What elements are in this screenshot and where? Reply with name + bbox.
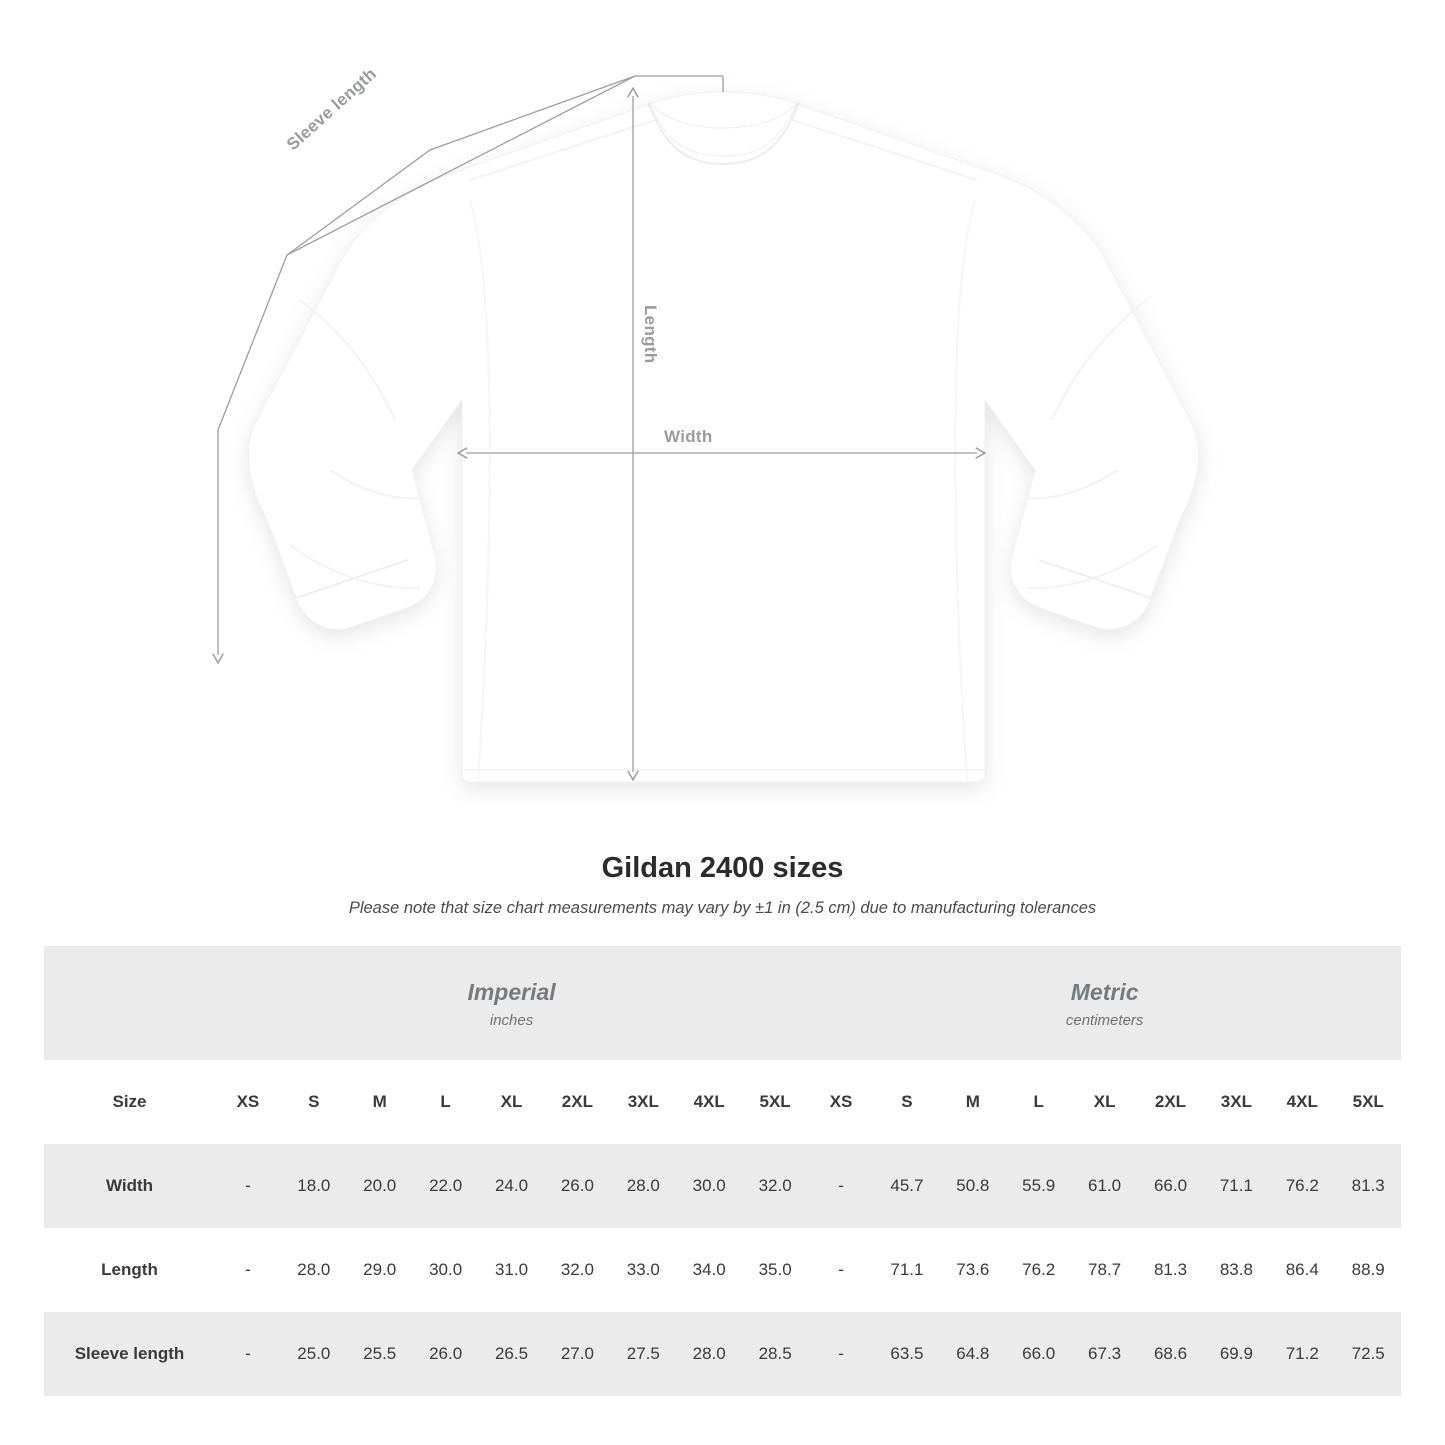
cell-width-metric-xl: 61.0 (1072, 1144, 1138, 1228)
size-header-metric-5xl: 5XL (1335, 1060, 1401, 1144)
size-header-metric-4xl: 4XL (1269, 1060, 1335, 1144)
cell-length-metric-m: 73.6 (940, 1228, 1006, 1312)
cell-width-imperial-xs: - (215, 1144, 281, 1228)
size-header-imperial-4xl: 4XL (676, 1060, 742, 1144)
cell-length-imperial-xs: - (215, 1228, 281, 1312)
tolerance-note: Please note that size chart measurements may vary by ±1 in (2.5 cm) due to manufacturing tolerances (348, 899, 1097, 917)
cell-width-metric-s: 45.7 (874, 1144, 940, 1228)
cell-length-imperial-xl: 31.0 (479, 1228, 545, 1312)
system-name-metric: Metric (1070, 978, 1139, 1005)
cell-width-imperial-3xl: 28.0 (610, 1144, 676, 1228)
cell-length-imperial-s: 28.0 (281, 1228, 347, 1312)
system-unit-metric: centimeters (1065, 1012, 1144, 1030)
cell-width-imperial-2xl: 26.0 (544, 1144, 610, 1228)
cell-sleeve-imperial-s: 25.0 (281, 1312, 347, 1396)
cell-sleeve-metric-xs: - (808, 1312, 874, 1396)
width-label: Width (664, 427, 713, 446)
page-title: Gildan 2400 sizes (601, 852, 844, 884)
size-header-metric-2xl: 2XL (1138, 1060, 1204, 1144)
cell-width-metric-l: 55.9 (1006, 1144, 1072, 1228)
cell-sleeve-metric-l: 66.0 (1006, 1312, 1072, 1396)
size-header-metric-l: L (1006, 1060, 1072, 1144)
cell-width-metric-3xl: 71.1 (1203, 1144, 1269, 1228)
size-header-metric-s: S (874, 1060, 940, 1144)
size-header-imperial-3xl: 3XL (610, 1060, 676, 1144)
size-header-row (44, 1060, 1401, 1144)
cell-sleeve-metric-4xl: 71.2 (1269, 1312, 1335, 1396)
system-header-blank (44, 946, 215, 1060)
cell-sleeve-imperial-xl: 26.5 (479, 1312, 545, 1396)
cell-length-metric-s: 71.1 (874, 1228, 940, 1312)
size-header-imperial-xl: XL (479, 1060, 545, 1144)
cell-width-imperial-s: 18.0 (281, 1144, 347, 1228)
length-label: Length (641, 305, 660, 364)
row-label-width: Width (44, 1144, 215, 1228)
size-header-imperial-m: M (347, 1060, 413, 1144)
cell-length-imperial-3xl: 33.0 (610, 1228, 676, 1312)
cell-length-metric-2xl: 81.3 (1138, 1228, 1204, 1312)
size-header-imperial-2xl: 2XL (544, 1060, 610, 1144)
cell-sleeve-imperial-3xl: 27.5 (610, 1312, 676, 1396)
size-header-imperial-l: L (413, 1060, 479, 1144)
cell-length-metric-3xl: 83.8 (1203, 1228, 1269, 1312)
cell-sleeve-imperial-l: 26.0 (413, 1312, 479, 1396)
size-header-metric-xs: XS (808, 1060, 874, 1144)
cell-sleeve-metric-2xl: 68.6 (1138, 1312, 1204, 1396)
cell-width-metric-2xl: 66.0 (1138, 1144, 1204, 1228)
cell-sleeve-metric-5xl: 72.5 (1335, 1312, 1401, 1396)
cell-width-imperial-xl: 24.0 (479, 1144, 545, 1228)
system-header-imperial (215, 946, 808, 1060)
system-unit-imperial: inches (489, 1012, 534, 1030)
size-chart-table (44, 946, 1401, 1396)
cell-sleeve-metric-s: 63.5 (874, 1312, 940, 1396)
size-header-metric-xl: XL (1072, 1060, 1138, 1144)
cell-length-imperial-m: 29.0 (347, 1228, 413, 1312)
row-label-sleeve-length: Sleeve length (44, 1312, 215, 1396)
system-header-row (44, 946, 1401, 1060)
sleeve-length-label: Sleeve length (283, 64, 381, 155)
system-header-metric (808, 946, 1401, 1060)
cell-sleeve-imperial-2xl: 27.0 (544, 1312, 610, 1396)
size-header-imperial-xs: XS (215, 1060, 281, 1144)
cell-sleeve-imperial-4xl: 28.0 (676, 1312, 742, 1396)
cell-width-imperial-5xl: 32.0 (742, 1144, 808, 1228)
cell-width-imperial-l: 22.0 (413, 1144, 479, 1228)
row-label-length: Length (44, 1228, 215, 1312)
cell-length-metric-l: 76.2 (1006, 1228, 1072, 1312)
cell-sleeve-metric-3xl: 69.9 (1203, 1312, 1269, 1396)
size-header-metric-m: M (940, 1060, 1006, 1144)
cell-sleeve-metric-m: 64.8 (940, 1312, 1006, 1396)
cell-length-metric-xl: 78.7 (1072, 1228, 1138, 1312)
size-header-label: Size (44, 1060, 215, 1144)
cell-length-imperial-5xl: 35.0 (742, 1228, 808, 1312)
cell-length-imperial-l: 30.0 (413, 1228, 479, 1312)
cell-width-imperial-4xl: 30.0 (676, 1144, 742, 1228)
cell-length-imperial-4xl: 34.0 (676, 1228, 742, 1312)
table-row (44, 1144, 1401, 1228)
title-block (0, 852, 1445, 918)
shirt-shape (248, 92, 1198, 782)
system-name-imperial: Imperial (467, 978, 556, 1005)
cell-width-imperial-m: 20.0 (347, 1144, 413, 1228)
cell-width-metric-m: 50.8 (940, 1144, 1006, 1228)
table-row (44, 1312, 1401, 1396)
cell-length-metric-xs: - (808, 1228, 874, 1312)
size-header-metric-3xl: 3XL (1203, 1060, 1269, 1144)
cell-length-metric-4xl: 86.4 (1269, 1228, 1335, 1312)
table-row (44, 1228, 1401, 1312)
cell-width-metric-5xl: 81.3 (1335, 1144, 1401, 1228)
cell-width-metric-xs: - (808, 1144, 874, 1228)
cell-sleeve-imperial-xs: - (215, 1312, 281, 1396)
cell-sleeve-metric-xl: 67.3 (1072, 1312, 1138, 1396)
cell-sleeve-imperial-5xl: 28.5 (742, 1312, 808, 1396)
cell-sleeve-imperial-m: 25.5 (347, 1312, 413, 1396)
cell-width-metric-4xl: 76.2 (1269, 1144, 1335, 1228)
size-table-wrap (44, 946, 1401, 1396)
size-header-imperial-5xl: 5XL (742, 1060, 808, 1144)
cell-length-metric-5xl: 88.9 (1335, 1228, 1401, 1312)
size-header-imperial-s: S (281, 1060, 347, 1144)
cell-length-imperial-2xl: 32.0 (544, 1228, 610, 1312)
